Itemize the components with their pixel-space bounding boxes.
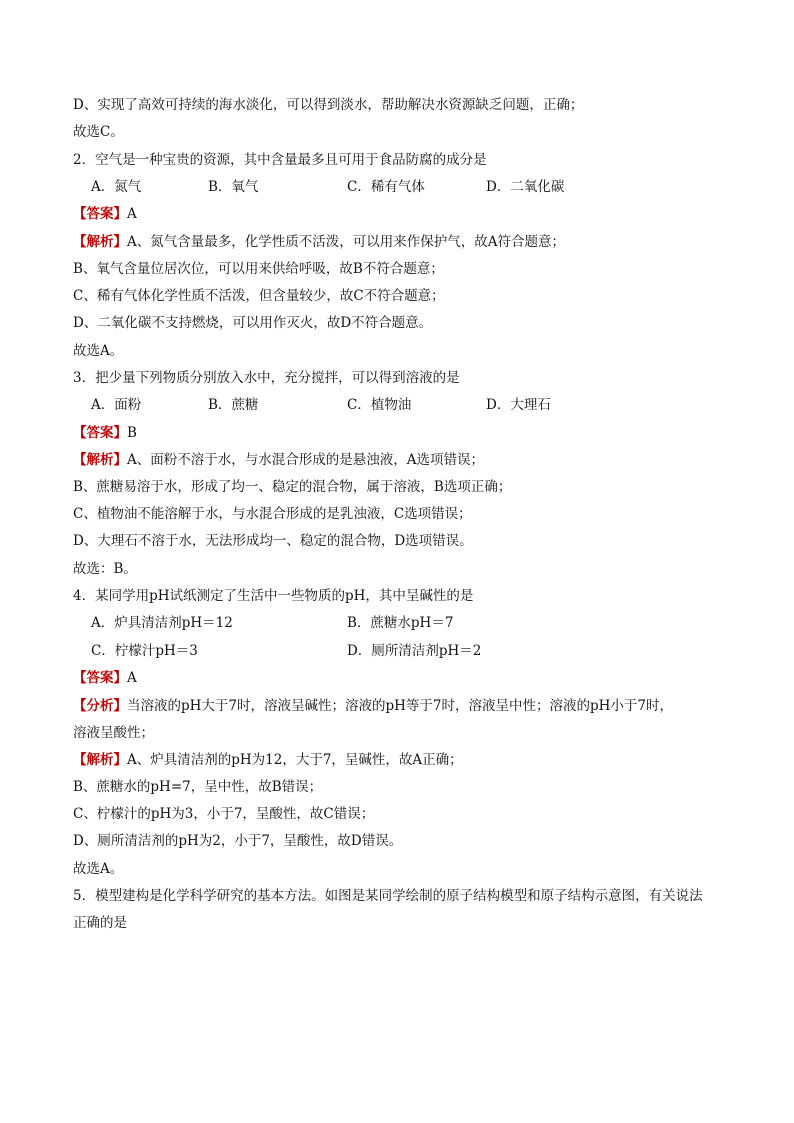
q2-analysis-line: D、二氧化碳不支持燃烧，可以用作灭火，故D不符合题意。: [73, 315, 433, 331]
answer-tag: 【答案】: [73, 670, 127, 686]
fenxi-text: 当溶液的pH大于7时，溶液呈碱性；溶液的pH等于7时，溶液呈中性；溶液的pH小于7时，: [127, 698, 674, 714]
q3-option-a: A．面粉: [91, 397, 142, 413]
analysis-text: A、氮气含量最多，化学性质不活泼，可以用来作保护气，故A符合题意；: [127, 234, 565, 250]
q4-analysis-line: [73, 750, 734, 770]
analysis-text: A、面粉不溶于水，与水混合形成的是悬浊液，A选项错误；: [127, 452, 484, 468]
q4-option-a: A．炉具清洁剂pH＝12: [91, 615, 233, 631]
q3-option-b: B．蔗糖: [208, 397, 259, 413]
analysis-text: A、炉具清洁剂的pH为12，大于7，呈碱性，故A正确；: [127, 752, 463, 768]
q4-answer: [73, 668, 734, 688]
answer-value: A: [127, 206, 137, 222]
answer-value: B: [127, 425, 137, 441]
q3-option-c: C．植物油: [347, 397, 412, 413]
q4-fenxi-line: [73, 696, 734, 716]
answer-tag: 【答案】: [73, 425, 127, 441]
q2-answer: [73, 204, 734, 224]
q2-analysis-line: C、稀有气体化学性质不活泼，但含量较少，故C不符合题意；: [73, 288, 445, 304]
q5-stem-line2: 正确的是: [73, 915, 127, 931]
q1-option-d-analysis: D、实现了高效可持续的海水淡化，可以得到淡水，帮助解决水资源缺乏问题，正确；: [73, 97, 584, 113]
q3-analysis-line: D、大理石不溶于水，无法形成均一、稳定的混合物，D选项错误。: [73, 533, 473, 549]
analysis-tag: 【解析】: [73, 452, 127, 468]
q4-analysis-line: B、蔗糖水的pH=7，呈中性，故B错误；: [73, 779, 323, 795]
q3-choose: 故选：B。: [73, 561, 137, 577]
q4-fenxi-line: 溶液呈酸性；: [73, 725, 154, 741]
q4-stem: 4．某同学用pH试纸测定了生活中一些物质的pH，其中呈碱性的是: [73, 588, 474, 604]
fenxi-tag: 【分析】: [73, 698, 127, 714]
q2-option-b: B．氧气: [208, 179, 259, 195]
answer-value: A: [127, 670, 137, 686]
q2-option-a: A．氮气: [91, 179, 142, 195]
q2-stem: 2．空气是一种宝贵的资源，其中含量最多且可用于食品防腐的成分是: [73, 152, 487, 168]
answer-tag: 【答案】: [73, 206, 127, 222]
q1-choose: 故选C。: [73, 124, 124, 140]
analysis-tag: 【解析】: [73, 234, 127, 250]
q4-option-b: B．蔗糖水pH＝7: [347, 615, 454, 631]
q2-analysis-line: [73, 232, 734, 252]
q4-choose: 故选A。: [73, 861, 124, 877]
q2-option-c: C．稀有气体: [347, 179, 425, 195]
q2-choose: 故选A。: [73, 343, 124, 359]
q4-option-d: D．厕所清洁剂pH＝2: [347, 643, 482, 659]
q4-analysis-line: C、柠檬汁的pH为3，小于7，呈酸性，故C错误；: [73, 806, 375, 822]
analysis-tag: 【解析】: [73, 752, 127, 768]
q2-analysis-line: B、氧气含量位居次位，可以用来供给呼吸，故B不符合题意；: [73, 261, 444, 277]
q4-analysis-line: D、厕所清洁剂的pH为2，小于7，呈酸性，故D错误。: [73, 833, 403, 849]
q3-stem: 3．把少量下列物质分别放入水中，充分搅拌，可以得到溶液的是: [73, 370, 460, 386]
q5-stem-line1: 5．模型建构是化学科学研究的基本方法。如图是某同学绘制的原子结构模型和原子结构示意图，有关说法: [73, 888, 703, 904]
q2-option-d: D．二氧化碳: [486, 179, 565, 195]
q4-option-c: C．柠檬汁pH＝3: [91, 643, 198, 659]
q3-option-d: D．大理石: [486, 397, 551, 413]
q3-answer: [73, 423, 734, 443]
q3-analysis-line: B、蔗糖易溶于水，形成了均一、稳定的混合物，属于溶液，B选项正确；: [73, 479, 512, 495]
q3-analysis-line: [73, 450, 734, 470]
q3-analysis-line: C、植物油不能溶解于水，与水混合形成的是乳浊液，C选项错误；: [73, 506, 472, 522]
